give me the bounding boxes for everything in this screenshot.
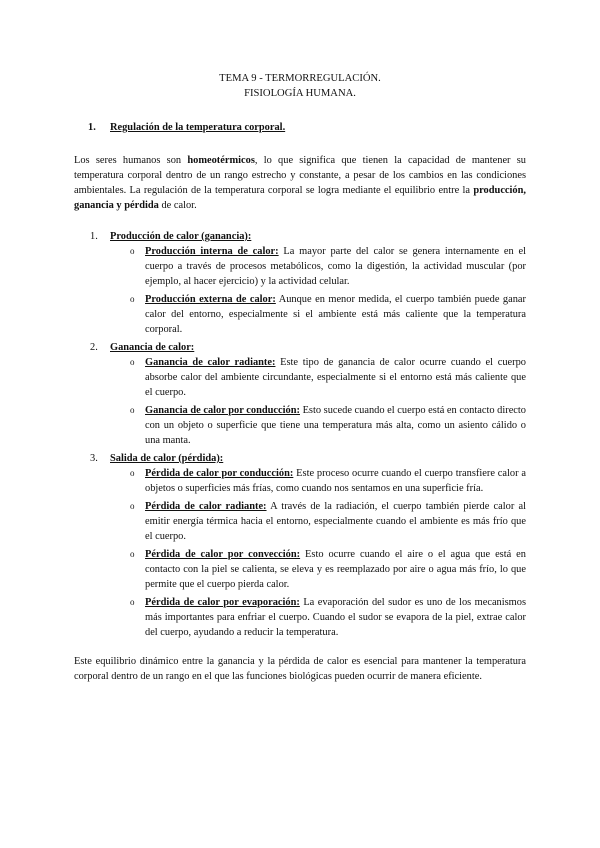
conclusion-paragraph: Este equilibrio dinámico entre la ganancia y la pérdida de calor es esencial para mantener la temperatura corporal dentro de un rango en el que las funciones biológicas pueden ocurrir de manera eficiente. (74, 656, 526, 682)
section-title: Regulación de la temperatura corporal. (110, 122, 286, 133)
intro-text-3: de calor. (158, 200, 197, 211)
item-description: Esto sucede cuando el cuerpo está en contacto directo con un objeto o superficie que tiene una temperatura más alta, como un asiento cálido o una manta. (145, 405, 526, 446)
hollow-bullet-icon: o (130, 405, 135, 415)
hollow-bullet-icon: o (130, 294, 135, 304)
list-heading: Ganancia de calor: (110, 342, 195, 353)
document-page (74, 71, 526, 684)
list-heading: Producción de calor (ganancia): (110, 231, 252, 242)
sub-list-item (110, 244, 526, 289)
list-section (74, 229, 526, 337)
list-section (74, 451, 526, 640)
item-description: Aunque en menor medida, el cuerpo también puede ganar calor del entorno, especialmente si el ambiente está más caliente que la temperatura corporal. (145, 294, 527, 335)
sub-list-item (110, 355, 526, 400)
list-number: 1. (90, 231, 98, 242)
section-heading (88, 120, 526, 135)
item-term: Pérdida de calor radiante: (145, 501, 267, 512)
sub-list-item (110, 466, 526, 496)
hollow-bullet-icon: o (130, 549, 135, 559)
sub-list (110, 466, 526, 640)
item-term: Producción interna de calor: (145, 246, 279, 257)
hollow-bullet-icon: o (130, 468, 135, 478)
item-description: Esto ocurre cuando el aire o el agua que está en contacto con la piel se calienta, se eleva y es reemplazado por aire o agua más frío, lo que permite que el cuerpo pierda calor. (145, 549, 526, 590)
sub-list-item (110, 547, 526, 592)
sub-list-item (110, 499, 526, 544)
document-title (74, 71, 526, 101)
item-description: A través de la radiación, el cuerpo también pierde calor al emitir energía térmica hacia el entorno, especialmente cuando el ambiente es más frío que el cuerpo. (145, 501, 527, 542)
item-term: Pérdida de calor por evaporación: (145, 597, 300, 608)
sub-list-item (110, 595, 526, 640)
list-number: 3. (90, 453, 98, 464)
item-term: Pérdida de calor por convección: (145, 549, 301, 560)
hollow-bullet-icon: o (130, 246, 135, 256)
item-description: Este proceso ocurre cuando el cuerpo transfiere calor a objetos o superficies más frías, como cuando nos sentamos en una superficie fría. (145, 468, 526, 494)
title-line-1: TEMA 9 - TERMORREGULACIÓN. (219, 73, 381, 84)
sub-list (110, 244, 526, 337)
hollow-bullet-icon: o (130, 597, 135, 607)
section-number: 1. (88, 122, 96, 133)
item-description: La evaporación del sudor es uno de los mecanismos más importantes para enfriar el cuerpo. Cuando el sudor se evapora de la piel, extrae calor del cuerpo, ayudando a reducir la temperatura. (145, 597, 527, 638)
numbered-list (74, 229, 526, 640)
intro-bold-1: homeotérmicos (187, 155, 255, 166)
sub-list (110, 355, 526, 448)
list-section (74, 340, 526, 448)
item-description: La mayor parte del calor se genera internamente en el cuerpo a través de procesos metabólicos, como la digestión, la actividad muscular (por ejemplo, al hacer ejercicio) y la actividad celular. (145, 246, 527, 287)
intro-paragraph (74, 153, 526, 213)
intro-bold-2: producción, ganancia y pérdida (74, 185, 526, 211)
item-term: Producción externa de calor: (145, 294, 276, 305)
hollow-bullet-icon: o (130, 357, 135, 367)
sub-list-item (110, 403, 526, 448)
list-heading: Salida de calor (pérdida): (110, 453, 224, 464)
intro-text-1: Los seres humanos son (74, 155, 188, 166)
item-term: Ganancia de calor radiante: (145, 357, 276, 368)
item-description: Este tipo de ganancia de calor ocurre cuando el cuerpo absorbe calor del ambiente circundante, especialmente si el entorno está más caliente que el cuerpo. (145, 357, 526, 398)
title-line-2: FISIOLOGÍA HUMANA. (244, 88, 356, 99)
sub-list-item (110, 292, 526, 337)
list-number: 2. (90, 342, 98, 353)
intro-text-2: , lo que significa que tienen la capacidad de mantener su temperatura corporal dentro de un rango estrecho y constante, a pesar de los cambios en las condiciones ambientales. La regulación de la temperatura corporal se logra mediante el equilibrio entre la (74, 155, 527, 196)
item-term: Ganancia de calor por conducción: (145, 405, 300, 416)
hollow-bullet-icon: o (130, 501, 135, 511)
item-term: Pérdida de calor por conducción: (145, 468, 294, 479)
